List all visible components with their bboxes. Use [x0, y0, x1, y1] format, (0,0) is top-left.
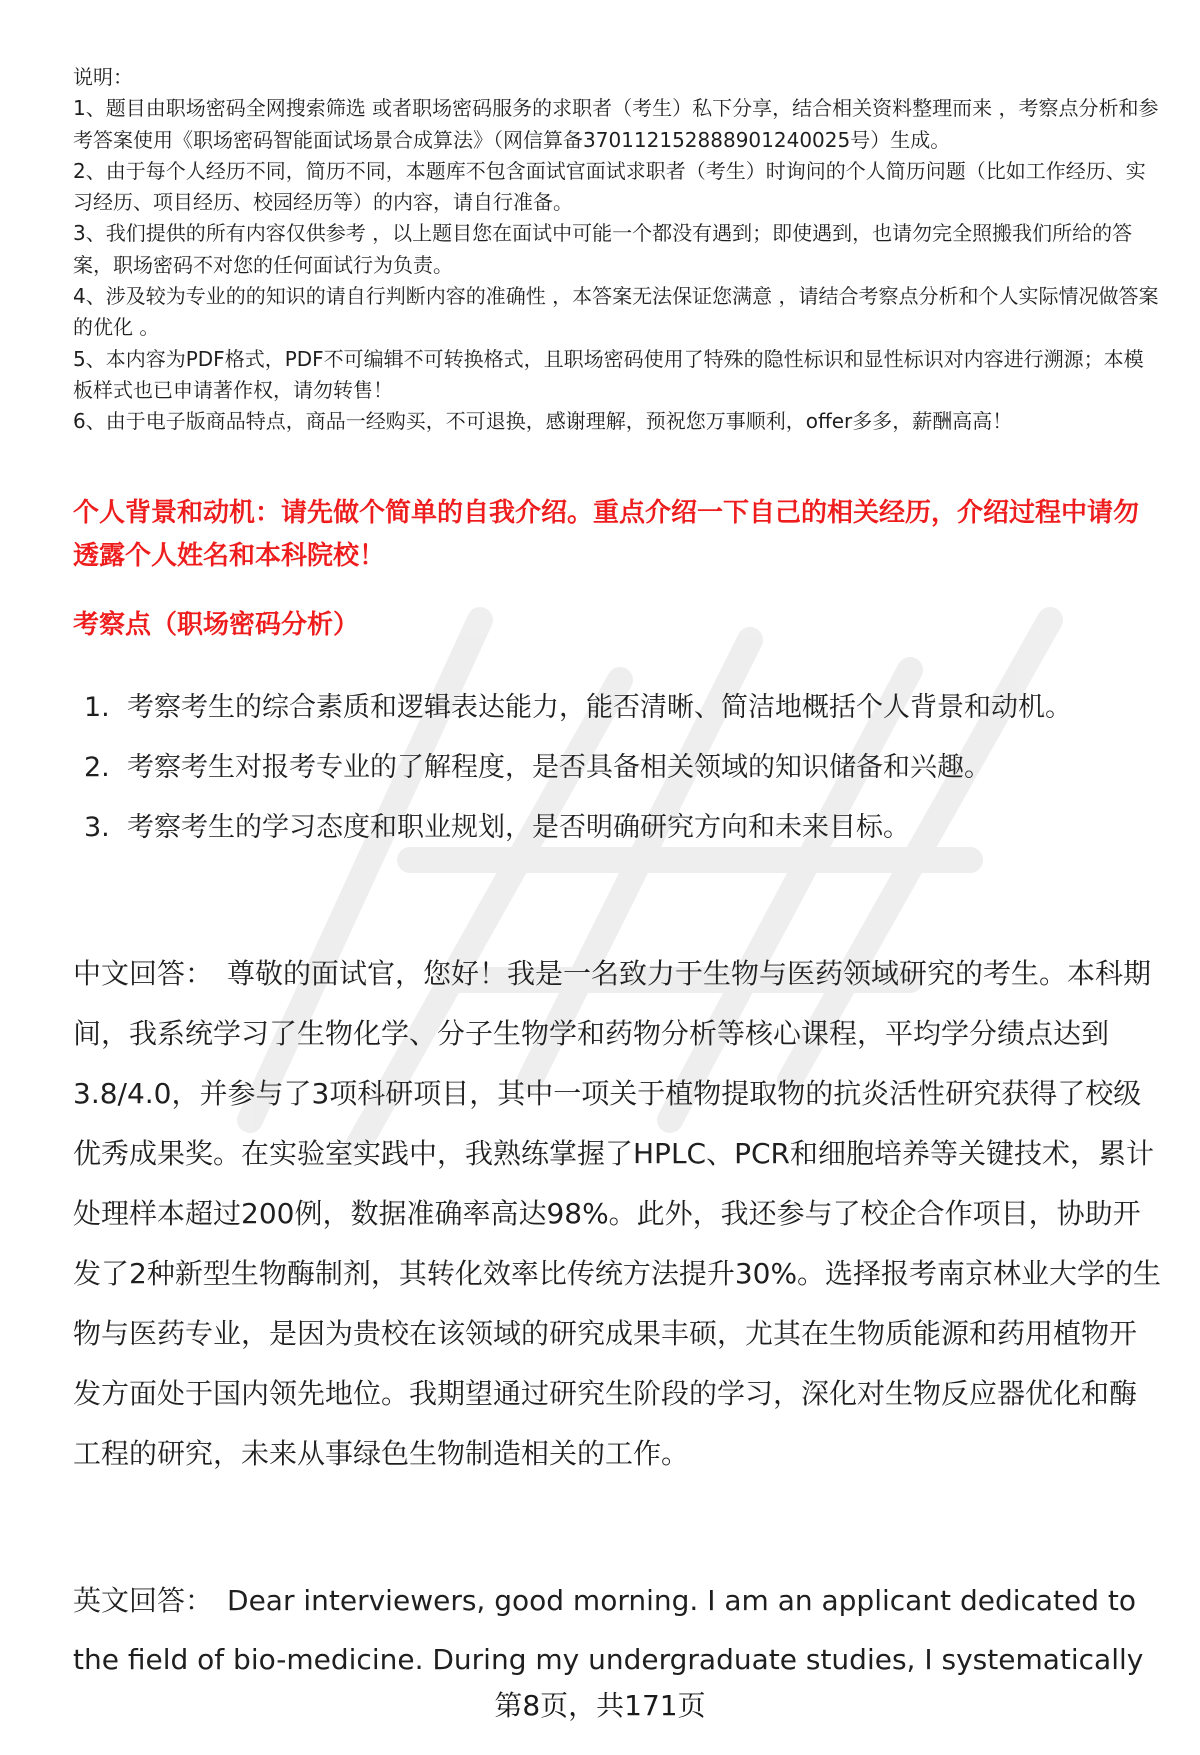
list-item-text: 考察考生的综合素质和逻辑表达能力，能否清晰、简洁地概括个人背景和动机。 — [127, 692, 1072, 723]
list-number: 2. — [84, 752, 110, 783]
page-number: 第8页，共171页 — [494, 1689, 706, 1722]
list-item — [84, 798, 1144, 858]
notes-item: 1、题目由职场密码全网搜索筛选 或者职场密码服务的求职者（考生）私下分享，结合相关资料整理而来 ，考察点分析和参考答案使用《职场密码智能面试场景合成算法》（网信算备370112152888901240025号）生成。 — [73, 96, 1159, 152]
list-number: 1. — [84, 692, 110, 723]
chinese-answer — [73, 944, 1163, 1484]
notes-item: 6、由于电子版商品特点，商品一经购买，不可退换，感谢理解，预祝您万事顺利，offer多多，薪酬高高！ — [73, 409, 1013, 434]
chinese-answer-text: 尊敬的面试官，您好！我是一名致力于生物与医药领域研究的考生。本科期间，我系统学习了生物化学、分子生物学和药物分析等核心课程，平均学分绩点达到3.8/4.0，并参与了3项科研项目，其中一项关于植物提取物的抗炎活性研究获得了校级优秀成果奖。在实验室实践中，我熟练掌握了HPLC、PCR和细胞培养等关键技术，累计处理样本超过200例，数据准确率高达98%。此外，我还参与了校企合作项目，协助开发了2种新型生物酶制剂，其转化效率比传统方法提升30%。选择报考南京林业大学的生物与医药专业，是因为贵校在该领域的研究成果丰硕，尤其在生物质能源和药用植物开发方面处于国内领先地位。我期望通过研究生阶段的学习，深化对生物反应器优化和酶工程的研究，未来从事绿色生物制造相关的工作。 — [73, 957, 1162, 1470]
notes-item: 5、本内容为PDF格式，PDF不可编辑不可转换格式，且职场密码使用了特殊的隐性标识和显性标识对内容进行溯源；本模板样式也已申请著作权，请勿转售！ — [73, 346, 1144, 402]
list-item-text: 考察考生的学习态度和职业规划，是否明确研究方向和未来目标。 — [127, 812, 910, 843]
list-item — [84, 738, 1144, 798]
english-answer-label: 英文回答： — [73, 1584, 214, 1617]
list-item — [84, 678, 1144, 738]
notes-item: 3、我们提供的所有内容仅供参考 ，以上题目您在面试中可能一个都没有遇到；即使遇到，也请勿完全照搬我们所给的答案，职场密码不对您的任何面试行为负责。 — [73, 221, 1133, 277]
list-number: 3. — [84, 812, 110, 843]
english-answer-text: Dear interviewers, good morning. I am an applicant dedicated to the field of bio-medicine. During my undergraduate studies, I systematically — [73, 1584, 1144, 1676]
analysis-title: 考察点（职场密码分析） — [73, 610, 360, 640]
notes-item: 2、由于每个人经历不同，简历不同，本题库不包含面试官面试求职者（考生）时询问的个人简历问题（比如工作经历、实习经历、项目经历、校园经历等）的内容，请自行准备。 — [73, 158, 1146, 215]
chinese-answer-label: 中文回答： — [73, 957, 214, 990]
notes-item: 4、涉及较为专业的的知识的请自行判断内容的准确性 ，本答案无法保证您满意 ，请结合考察点分析和个人实际情况做答案的优化 。 — [73, 284, 1159, 340]
analysis-points — [84, 678, 1144, 858]
english-answer — [73, 1571, 1163, 1689]
interview-question: 个人背景和动机：请先做个简单的自我介绍。重点介绍一下自己的相关经历，介绍过程中请勿透露个人姓名和本科院校！ — [73, 498, 1140, 571]
list-item-text: 考察考生对报考专业的了解程度，是否具备相关领域的知识储备和兴趣。 — [127, 752, 991, 783]
disclaimer-notes — [73, 62, 1163, 438]
notes-heading: 说明： — [73, 65, 133, 89]
